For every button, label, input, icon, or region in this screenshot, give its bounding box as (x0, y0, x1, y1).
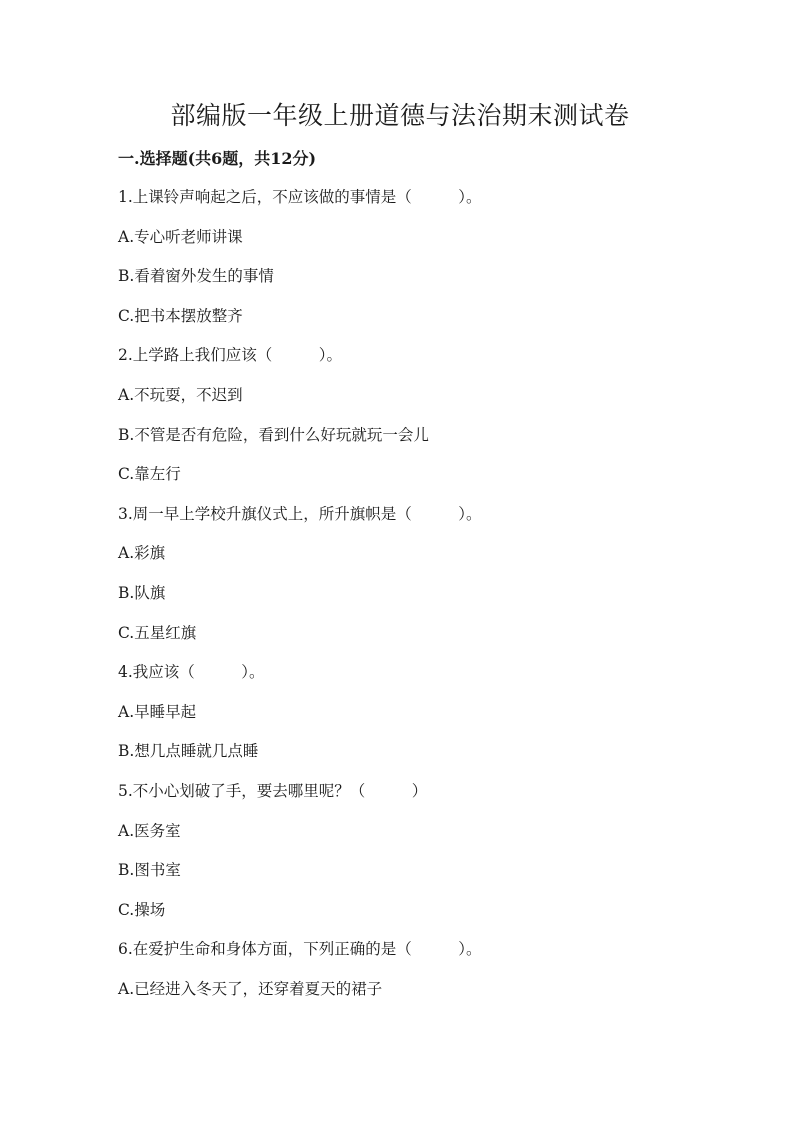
question-5-stem: 5.不小心划破了手，要去哪里呢？（ ） (118, 781, 428, 800)
question-5-option-c: C.操场 (118, 900, 166, 919)
question-1-option-a: A.专心听老师讲课 (118, 227, 243, 246)
question-list (118, 186, 738, 1017)
question-2-option-c: C.靠左行 (118, 465, 181, 484)
question-2-option-b: B.不管是否有危险，看到什么好玩就玩一会儿 (118, 425, 429, 444)
question-6-stem: 6.在爱护生命和身体方面，下列正确的是（ ）。 (118, 940, 482, 959)
question-6-option-a: A.已经进入冬天了，还穿着夏天的裙子 (118, 979, 383, 998)
question-4-option-a: A.早睡早起 (118, 702, 197, 721)
question-1-option-c: C.把书本摆放整齐 (118, 306, 243, 325)
question-1-option-b: B.看着窗外发生的事情 (118, 267, 274, 286)
question-5-option-a: A.医务室 (118, 821, 181, 840)
question-3-option-c: C.五星红旗 (118, 623, 197, 642)
section-heading: 一.选择题(共6题，共12分) (118, 149, 317, 168)
question-4-stem: 4.我应该（ ）。 (118, 663, 265, 682)
question-5-option-b: B.图书室 (118, 861, 181, 880)
question-2-stem: 2.上学路上我们应该（ ）。 (118, 346, 343, 365)
question-1-stem: 1.上课铃声响起之后，不应该做的事情是（ ）。 (118, 188, 482, 206)
question-3-option-a: A.彩旗 (118, 544, 166, 563)
page-title: 部编版一年级上册道德与法治期末测试卷 (170, 101, 630, 130)
question-3-stem: 3.周一早上学校升旗仪式上，所升旗帜是（ ）。 (118, 504, 482, 523)
question-3-option-b: B.队旗 (118, 583, 166, 602)
question-4-option-b: B.想几点睡就几点睡 (118, 742, 259, 761)
question-2-option-a: A.不玩耍，不迟到 (118, 385, 243, 404)
